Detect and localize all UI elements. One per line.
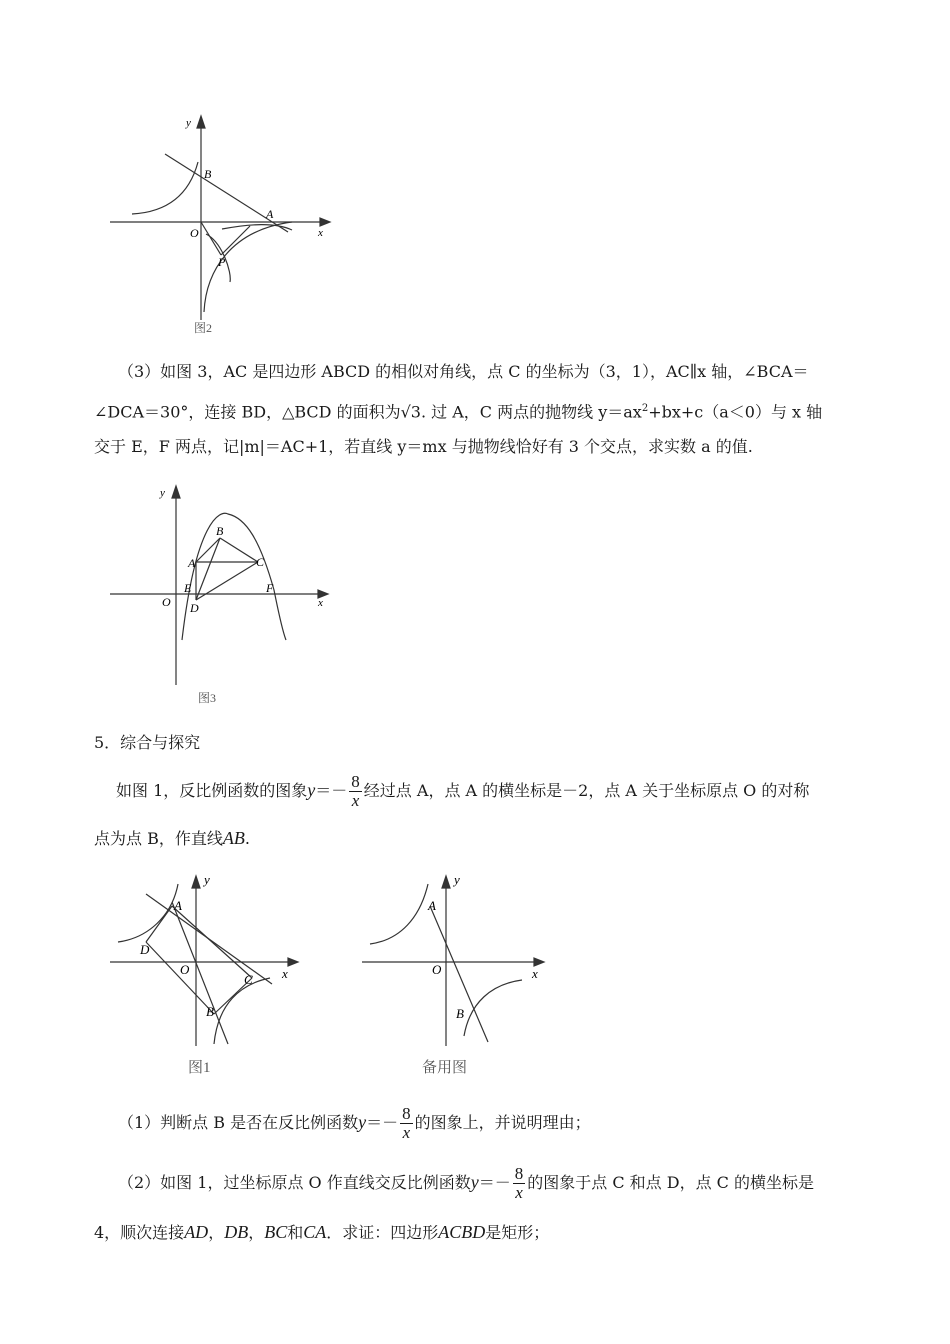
point-a-label: A [428,898,436,913]
fraction-denominator: x [351,791,360,810]
problem-intro-line-2 [94,828,250,849]
y-axis-label: y [186,117,191,129]
figure-1 [110,866,310,1078]
sub2-line2-text: 4，顺次连接 [94,1223,185,1242]
point-b-label: B [216,524,224,538]
fraction [349,773,362,810]
y-axis-label: y [160,487,165,499]
segment-bc: BC [264,1222,288,1242]
point-b-label: B [204,167,212,181]
point-d-label: D [190,601,199,615]
origin-label: O [190,226,199,240]
point-p-label: P [218,255,226,269]
origin-label: O [180,962,190,977]
point-b-label: B [456,1006,464,1021]
x-axis-label: x [282,966,288,981]
q3-line-1: （3）如图 3，AC 是四边形 ABCD 的相似对角线，点 C 的坐标为（3，1），AC∥x 轴，∠BCA＝ [118,362,809,381]
quadrilateral-acbd: ACBD [438,1222,486,1242]
problem-intro-line-1 [116,770,809,811]
sub2-line2-text-c: 是矩形； [485,1223,550,1242]
sub-question-1 [118,1102,591,1143]
problem-heading: 5．综合与探究 [94,733,201,752]
sub-question-2-line-1 [118,1162,814,1203]
fraction [513,1165,526,1202]
point-a-label: A [188,556,196,570]
y-axis-label: y [454,872,460,887]
sub2-text-b: 的图象于点 C 和点 D，点 C 的横坐标是 [527,1173,815,1192]
sub2-text: （2）如图 1，过坐标原点 O 作直线交反比例函数 [118,1173,471,1192]
figure-caption: 图3 [198,691,217,705]
sub-question-2-line-2 [94,1222,549,1243]
fraction-denominator: x [402,1123,411,1142]
figure-spare [356,866,556,1078]
line-ab: AB [222,828,245,848]
figure-caption: 图2 [194,321,213,335]
sub1-text: （1）判断点 B 是否在反比例函数 [118,1113,359,1132]
func-eq: ＝－ [315,781,348,800]
segment-ca: CA [303,1222,327,1242]
fraction-numerator: 8 [514,1164,524,1183]
point-a-label: A [266,207,274,221]
figure-caption: 图1 [188,1060,211,1076]
point-c-label: C [244,972,253,987]
func-lhs: y [470,1172,479,1192]
point-f-label: F [266,581,274,595]
q3-line-2-text: ∠DCA＝30°，连接 BD，△BCD 的面积为 [94,402,401,422]
func-eq: ＝－ [478,1173,511,1192]
fraction-numerator: 8 [402,1104,411,1123]
origin-label: O [162,595,171,609]
comma: ， [208,1223,225,1242]
x-axis-label: x [318,227,323,239]
q3-line-2-text-b: . 过 A，C 两点的抛物线 y＝ax [420,402,642,422]
point-e-label: E [184,581,192,595]
figure-caption: 备用图 [422,1060,468,1076]
point-c-label: C [256,555,265,569]
y-axis-label: y [204,872,210,887]
intro-line-2-text: 点为点 B，作直线 [94,829,223,848]
q3-line-3: 交于 E，F 两点，记|m|＝AC+1，若直线 y＝mx 与抛物线恰好有 3 个交点，求实数 a 的值. [94,437,753,456]
segment-db: DB [224,1222,249,1242]
sub1-text-b: 的图象上，并说明理由； [414,1113,591,1132]
origin-label: O [432,962,442,977]
fraction [400,1105,413,1142]
x-axis-label: x [318,597,323,609]
func-eq: ＝－ [366,1113,399,1132]
period: . [244,829,250,848]
q3-line-2-text-c: +bx+c（a＜0）与 x 轴 [648,402,823,422]
fraction-numerator: 8 [351,772,360,791]
point-d-label: D [140,942,150,957]
func-lhs: y [358,1112,367,1132]
intro-text-b: 经过点 A，点 A 的横坐标是－2，点 A 关于坐标原点 O 的对称 [363,781,810,800]
figure-2 [110,112,340,342]
fraction-denominator: x [515,1183,523,1202]
x-axis-label: x [532,966,538,981]
point-a-label: A [174,898,182,913]
comma: ， [248,1223,265,1242]
conjunction: 和 [287,1223,304,1242]
segment-ad: AD [184,1222,209,1242]
intro-text: 如图 1，反比例函数的图象 [116,781,308,800]
figure-3 [110,480,340,710]
area-value: √3 [400,402,421,422]
exponent: 2 [641,403,649,414]
point-b-label: B [206,1004,214,1019]
sub2-line2-text-b: ．求证：四边形 [326,1223,439,1242]
q3-line-2 [94,399,822,422]
func-lhs: y [307,780,316,800]
